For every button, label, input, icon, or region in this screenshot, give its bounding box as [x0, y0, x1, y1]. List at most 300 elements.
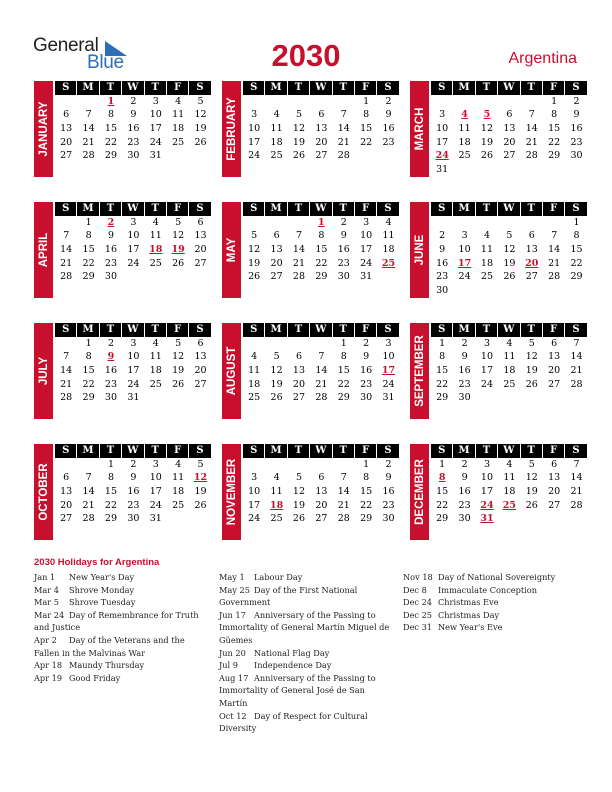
empty-cell	[476, 95, 498, 109]
day-cell: 29	[104, 513, 118, 525]
day-cell: 10	[360, 230, 373, 242]
month-november	[222, 444, 402, 542]
day-cell: 11	[270, 123, 283, 135]
weekday-header: T	[333, 323, 355, 337]
day-cell: 19	[525, 365, 538, 377]
holiday-entry	[219, 647, 391, 660]
day-cell: 6	[528, 230, 535, 242]
month-days-grid	[55, 323, 212, 405]
empty-cell	[243, 458, 265, 472]
day-cell: 19	[270, 378, 283, 390]
day-cell: 13	[548, 351, 561, 363]
holiday-date: Dec 8	[403, 584, 427, 595]
day-cell: 9	[573, 109, 580, 121]
day-cell: 23	[458, 378, 471, 390]
day-cell: 2	[385, 458, 392, 470]
weekday-header: S	[243, 202, 265, 216]
holiday-date: Mar 24	[34, 609, 65, 620]
day-cell: 22	[104, 136, 118, 148]
day-cell: 7	[573, 458, 580, 470]
day-cell: 16	[104, 244, 118, 256]
day-cell: 16	[127, 486, 140, 498]
day-cell: 15	[315, 244, 328, 256]
day-cell: 12	[292, 123, 306, 135]
day-cell: 2	[340, 216, 347, 228]
month-tab	[34, 81, 53, 177]
day-cell: 13	[292, 365, 306, 377]
day-cell: 11	[172, 109, 185, 121]
day-cell: 13	[315, 123, 328, 135]
month-days-grid	[431, 323, 588, 405]
holiday-day-cell: 18	[149, 244, 163, 256]
holiday-day-cell: 1	[107, 95, 115, 107]
weekday-header: F	[167, 81, 189, 95]
holiday-date: Jul 9	[219, 660, 238, 671]
day-cell: 17	[248, 136, 261, 148]
weekday-header: S	[243, 444, 265, 458]
day-cell: 25	[149, 257, 162, 269]
day-cell: 28	[337, 513, 350, 525]
day-cell: 4	[273, 472, 280, 484]
day-cell: 30	[360, 392, 373, 404]
day-cell: 11	[458, 123, 471, 135]
empty-cell	[521, 95, 543, 109]
day-cell: 27	[315, 513, 328, 525]
day-cell: 9	[385, 472, 392, 484]
month-tab	[34, 323, 53, 419]
day-cell: 22	[570, 257, 583, 269]
weekday-header: S	[565, 81, 587, 95]
day-cell: 30	[382, 513, 395, 525]
weekday-header: T	[476, 81, 498, 95]
day-cell: 13	[60, 486, 73, 498]
weekday-header: W	[310, 323, 332, 337]
weekday-header: S	[377, 444, 399, 458]
day-cell: 2	[573, 95, 580, 107]
weekday-header: S	[565, 323, 587, 337]
day-cell: 29	[82, 271, 95, 283]
day-cell: 19	[194, 123, 207, 135]
day-cell: 19	[292, 136, 306, 148]
empty-cell	[265, 95, 287, 109]
day-cell: 17	[436, 136, 449, 148]
day-cell: 4	[483, 230, 490, 242]
day-cell: 29	[315, 271, 328, 283]
day-cell: 5	[506, 230, 513, 242]
month-days-grid	[243, 202, 400, 284]
day-cell: 9	[107, 230, 114, 242]
holiday-day-cell: 18	[269, 499, 284, 511]
day-cell: 26	[503, 271, 516, 283]
day-cell: 7	[63, 230, 70, 242]
empty-cell	[265, 458, 287, 472]
day-cell: 11	[149, 351, 162, 363]
weekday-header: W	[122, 444, 144, 458]
holiday-entry	[219, 571, 391, 584]
weekday-header: T	[476, 202, 498, 216]
day-cell: 28	[82, 150, 95, 162]
weekday-header: T	[476, 323, 498, 337]
day-cell: 24	[360, 257, 373, 269]
day-cell: 22	[82, 257, 95, 269]
weekday-header: T	[288, 81, 310, 95]
month-name: JUNE	[413, 234, 426, 266]
day-cell: 26	[292, 150, 306, 162]
weekday-header: T	[288, 323, 310, 337]
logo-text-blue: Blue	[87, 52, 124, 73]
day-cell: 9	[385, 109, 392, 121]
day-cell: 23	[458, 499, 471, 511]
day-cell: 26	[525, 378, 538, 390]
day-cell: 5	[528, 337, 535, 349]
day-cell: 13	[194, 351, 207, 363]
holiday-date: Apr 18	[34, 660, 63, 671]
day-cell: 10	[149, 472, 162, 484]
holiday-column	[219, 571, 391, 735]
empty-cell	[55, 95, 77, 109]
weekday-header: W	[310, 202, 332, 216]
day-cell: 27	[525, 271, 538, 283]
day-cell: 3	[483, 458, 490, 470]
day-cell: 7	[63, 351, 70, 363]
day-cell: 29	[436, 392, 449, 404]
day-cell: 18	[172, 486, 185, 498]
day-cell: 11	[503, 472, 516, 484]
weekday-header: T	[100, 202, 122, 216]
weekday-header: S	[565, 444, 587, 458]
day-cell: 12	[292, 486, 306, 498]
day-cell: 8	[107, 109, 114, 121]
day-cell: 7	[295, 230, 302, 242]
day-cell: 6	[63, 472, 70, 484]
holidays-title: 2030 Holidays for Argentina	[34, 557, 160, 568]
day-cell: 2	[363, 337, 370, 349]
day-cell: 12	[480, 123, 494, 135]
holiday-day-cell: 20	[525, 257, 539, 269]
day-cell: 4	[385, 216, 392, 228]
weekday-header: M	[453, 444, 475, 458]
day-cell: 14	[337, 123, 350, 135]
holiday-date: May 1	[219, 572, 245, 582]
holiday-name: Anniversary of the Passing to Immortality of General Martín Miguel de Güemes	[219, 609, 390, 645]
day-cell: 27	[503, 150, 516, 162]
day-cell: 3	[152, 95, 159, 107]
weekday-header: W	[122, 202, 144, 216]
holiday-name: Shrove Tuesday	[69, 597, 136, 608]
day-cell: 19	[503, 257, 516, 269]
day-cell: 18	[458, 136, 471, 148]
day-cell: 5	[251, 230, 258, 242]
day-cell: 10	[458, 244, 471, 256]
month-name: SEPTEMBER	[413, 335, 426, 407]
weekday-header: M	[265, 202, 287, 216]
day-cell: 18	[149, 365, 162, 377]
holiday-name: Maundy Thursday	[69, 660, 145, 671]
day-cell: 23	[337, 257, 350, 269]
day-cell: 11	[248, 365, 261, 377]
empty-cell	[453, 95, 475, 109]
day-cell: 6	[273, 230, 280, 242]
day-cell: 15	[436, 486, 449, 498]
day-cell: 26	[248, 271, 261, 283]
day-cell: 11	[270, 486, 283, 498]
day-cell: 3	[385, 337, 392, 349]
empty-cell	[55, 216, 77, 230]
day-cell: 21	[525, 136, 538, 148]
day-cell: 8	[551, 109, 558, 121]
day-cell: 3	[130, 216, 137, 228]
day-cell: 9	[340, 230, 347, 242]
day-cell: 16	[382, 123, 395, 135]
day-cell: 21	[337, 499, 350, 511]
day-cell: 28	[60, 271, 73, 283]
day-cell: 3	[363, 216, 370, 228]
day-cell: 24	[480, 378, 494, 390]
day-cell: 18	[503, 365, 516, 377]
day-cell: 28	[525, 150, 538, 162]
weekday-header: F	[167, 323, 189, 337]
weekday-header: S	[243, 323, 265, 337]
day-cell: 7	[528, 109, 535, 121]
holiday-entry	[403, 621, 578, 634]
empty-cell	[265, 216, 287, 230]
weekday-header: S	[377, 202, 399, 216]
day-cell: 8	[363, 109, 370, 121]
empty-cell	[288, 216, 310, 230]
weekday-header: M	[265, 323, 287, 337]
empty-cell	[288, 95, 310, 109]
day-cell: 1	[439, 337, 446, 349]
empty-cell	[288, 337, 310, 351]
weekday-header: M	[453, 81, 475, 95]
month-march	[410, 81, 590, 179]
day-cell: 26	[270, 392, 283, 404]
day-cell: 6	[197, 216, 204, 228]
day-cell: 25	[270, 513, 283, 525]
day-cell: 3	[152, 458, 159, 470]
month-december	[410, 444, 590, 542]
day-cell: 12	[194, 109, 207, 121]
weekday-header: S	[55, 202, 77, 216]
day-cell: 3	[130, 337, 137, 349]
empty-cell	[243, 337, 265, 351]
day-cell: 6	[318, 472, 325, 484]
day-cell: 5	[295, 109, 302, 121]
month-days-grid	[55, 202, 212, 284]
day-cell: 15	[82, 365, 95, 377]
holiday-day-cell: 12	[193, 472, 208, 484]
weekday-header: T	[521, 81, 543, 95]
day-cell: 30	[458, 513, 471, 525]
weekday-header: M	[265, 81, 287, 95]
empty-cell	[431, 216, 453, 230]
month-days-grid	[431, 81, 588, 177]
day-cell: 29	[548, 150, 561, 162]
month-days-grid	[243, 81, 400, 163]
day-cell: 26	[525, 499, 538, 511]
weekday-header: T	[333, 444, 355, 458]
holiday-date: May 25	[219, 584, 250, 595]
month-days-grid	[431, 444, 588, 526]
day-cell: 18	[172, 123, 185, 135]
day-cell: 15	[82, 244, 95, 256]
day-cell: 8	[85, 230, 92, 242]
day-cell: 9	[363, 351, 370, 363]
day-cell: 13	[60, 123, 73, 135]
month-tab	[410, 444, 429, 540]
day-cell: 15	[337, 365, 350, 377]
holiday-date: Oct 12	[219, 710, 247, 721]
weekday-header: F	[543, 202, 565, 216]
weekday-header: W	[310, 81, 332, 95]
holiday-entry	[34, 584, 206, 597]
day-cell: 8	[318, 230, 325, 242]
weekday-header: M	[453, 202, 475, 216]
empty-cell	[243, 216, 265, 230]
weekday-header: F	[543, 444, 565, 458]
holiday-name: Day of the First National Government	[219, 584, 358, 608]
day-cell: 13	[525, 244, 538, 256]
day-cell: 28	[292, 271, 306, 283]
day-cell: 11	[149, 230, 162, 242]
month-may	[222, 202, 402, 300]
day-cell: 10	[248, 123, 261, 135]
day-cell: 5	[175, 337, 182, 349]
day-cell: 9	[461, 472, 468, 484]
day-cell: 1	[551, 95, 558, 107]
empty-cell	[243, 95, 265, 109]
day-cell: 14	[82, 123, 95, 135]
holiday-name: New Year's Day	[69, 572, 135, 582]
day-cell: 21	[82, 499, 95, 511]
day-cell: 21	[548, 257, 561, 269]
day-cell: 13	[503, 123, 516, 135]
holiday-date: Apr 19	[34, 672, 63, 683]
day-cell: 14	[315, 365, 328, 377]
day-cell: 23	[570, 136, 583, 148]
day-cell: 16	[104, 365, 118, 377]
day-cell: 31	[382, 392, 395, 404]
day-cell: 4	[251, 351, 258, 363]
holiday-day-cell: 25	[381, 257, 396, 269]
day-cell: 8	[340, 351, 347, 363]
empty-cell	[543, 216, 565, 230]
day-cell: 2	[461, 458, 468, 470]
holiday-day-cell: 25	[502, 499, 516, 511]
holiday-day-cell: 17	[457, 257, 472, 269]
day-cell: 20	[194, 244, 207, 256]
day-cell: 28	[570, 499, 583, 511]
holiday-name: Independence Day	[254, 660, 332, 671]
weekday-header: S	[189, 81, 211, 95]
weekday-header: T	[100, 81, 122, 95]
weekday-header: S	[377, 81, 399, 95]
day-cell: 25	[172, 136, 185, 148]
day-cell: 10	[248, 486, 261, 498]
day-cell: 10	[480, 472, 494, 484]
holiday-date: Mar 4	[34, 584, 59, 595]
weekday-header: F	[355, 202, 377, 216]
day-cell: 28	[337, 150, 350, 162]
holiday-date: Nov 18	[403, 572, 433, 582]
holiday-entry	[219, 659, 391, 672]
weekday-header: F	[355, 81, 377, 95]
empty-cell	[476, 216, 498, 230]
month-tab	[222, 323, 241, 419]
weekday-header: S	[565, 202, 587, 216]
weekday-header: M	[77, 202, 99, 216]
day-cell: 20	[548, 365, 561, 377]
empty-cell	[498, 95, 520, 109]
day-cell: 5	[295, 472, 302, 484]
month-tab	[222, 202, 241, 298]
day-cell: 29	[570, 271, 583, 283]
day-cell: 21	[570, 486, 583, 498]
day-cell: 1	[85, 216, 92, 228]
year-title: 2030	[271, 38, 341, 73]
day-cell: 21	[570, 365, 583, 377]
holiday-day-cell: 1	[318, 216, 325, 228]
weekday-header: F	[355, 444, 377, 458]
day-cell: 28	[82, 513, 95, 525]
day-cell: 24	[149, 136, 162, 148]
day-cell: 12	[248, 244, 261, 256]
day-cell: 31	[360, 271, 373, 283]
day-cell: 6	[318, 109, 325, 121]
day-cell: 29	[82, 392, 95, 404]
month-days-grid	[431, 202, 588, 298]
weekday-header: S	[55, 81, 77, 95]
day-cell: 26	[172, 378, 185, 390]
day-cell: 21	[60, 257, 73, 269]
weekday-header: M	[453, 323, 475, 337]
holiday-entry	[34, 659, 206, 672]
day-cell: 27	[60, 150, 73, 162]
month-name: OCTOBER	[37, 463, 50, 521]
day-cell: 20	[315, 499, 328, 511]
holiday-name: National Flag Day	[254, 647, 330, 658]
holiday-date: Apr 2	[34, 634, 57, 645]
day-cell: 5	[175, 216, 182, 228]
day-cell: 1	[363, 95, 370, 107]
empty-cell	[333, 458, 355, 472]
day-cell: 25	[270, 150, 283, 162]
day-cell: 30	[127, 150, 140, 162]
holiday-name: Labour Day	[254, 572, 303, 582]
day-cell: 9	[461, 351, 468, 363]
day-cell: 3	[251, 109, 258, 121]
day-cell: 17	[480, 486, 494, 498]
day-cell: 29	[104, 150, 118, 162]
day-cell: 27	[548, 499, 561, 511]
holiday-name: Christmas Day	[438, 609, 500, 620]
day-cell: 23	[104, 378, 118, 390]
day-cell: 21	[60, 378, 73, 390]
day-cell: 6	[63, 109, 70, 121]
day-cell: 7	[318, 351, 325, 363]
holiday-entry	[34, 609, 206, 634]
month-tab	[34, 202, 53, 298]
weekday-header: T	[521, 323, 543, 337]
holiday-name: Day of the Veterans and the Fallen in the Malvinas War	[34, 634, 185, 658]
day-cell: 24	[248, 150, 261, 162]
day-cell: 19	[525, 486, 538, 498]
day-cell: 13	[315, 486, 328, 498]
day-cell: 22	[337, 378, 350, 390]
weekday-header: S	[243, 81, 265, 95]
day-cell: 9	[130, 109, 137, 121]
day-cell: 20	[60, 499, 73, 511]
